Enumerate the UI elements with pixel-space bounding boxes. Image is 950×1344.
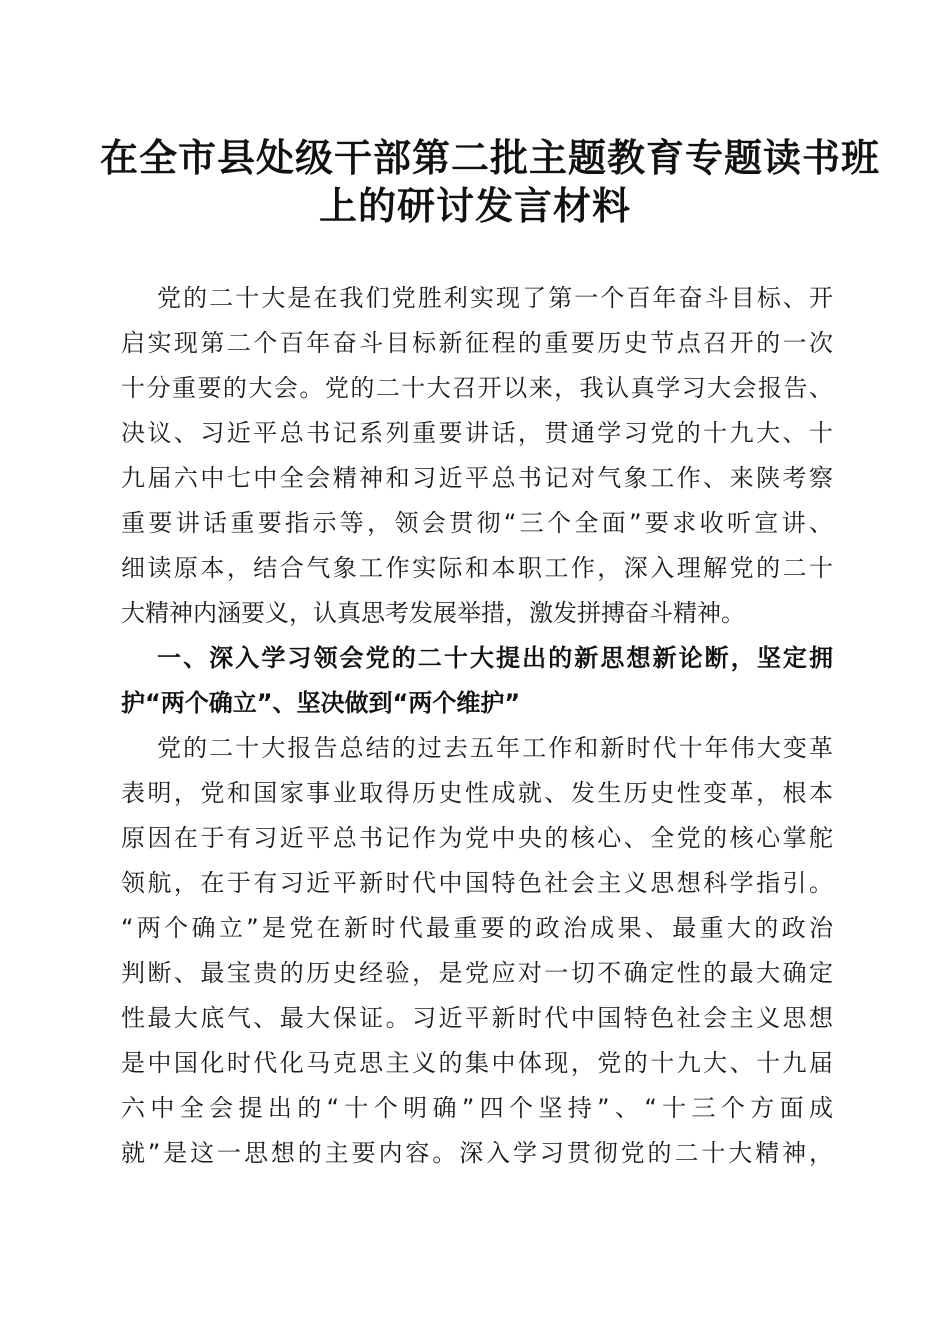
paragraph-1-line: 大精神内涵要义，认真思考发展举措，激发拼搏奋斗精神。 bbox=[121, 599, 745, 627]
paragraph-1-line: 细读原本，结合气象工作实际和本职工作，深入理解党的二十 bbox=[121, 554, 833, 582]
paragraph-2-line: 表明，党和国家事业取得历史性成就、发生历史性变革，根本 bbox=[121, 779, 833, 807]
paragraph-2-line: “两个确立”是党在新时代最重要的政治成果、最重大的政治 bbox=[121, 914, 833, 942]
paragraph-2-line: 是中国化时代化马克思主义的集中体现，党的十九大、十九届 bbox=[121, 1049, 833, 1077]
paragraph-2-line: 领航，在于有习近平新时代中国特色社会主义思想科学指引。 bbox=[121, 869, 833, 897]
paragraph-2-line: 六中全会提出的“十个明确”四个坚持”、“十三个方面成 bbox=[121, 1094, 833, 1122]
paragraph-1-line: 九届六中七中全会精神和习近平总书记对气象工作、来陕考察 bbox=[121, 464, 833, 492]
document-title-line-1: 在全市县处级干部第二批主题教育专题读书班 bbox=[100, 135, 881, 180]
paragraph-1-line: 重要讲话重要指示等，领会贯彻“三个全面”要求收听宣讲、 bbox=[121, 509, 833, 537]
section-heading-line: 护“两个确立”、坚决做到“两个维护” bbox=[121, 689, 521, 717]
paragraph-2-line: 性最大底气、最大保证。习近平新时代中国特色社会主义思想 bbox=[121, 1004, 833, 1032]
paragraph-2-line: 党的二十大报告总结的过去五年工作和新时代十年伟大变革 bbox=[157, 734, 833, 762]
paragraph-1-line: 十分重要的大会。党的二十大召开以来，我认真学习大会报告、 bbox=[121, 374, 833, 402]
paragraph-1-line: 启实现第二个百年奋斗目标新征程的重要历史节点召开的一次 bbox=[121, 329, 833, 357]
paragraph-2-line: 判断、最宝贵的历史经验，是党应对一切不确定性的最大确定 bbox=[121, 959, 833, 987]
paragraph-2-line: 就”是这一思想的主要内容。深入学习贯彻党的二十大精神， bbox=[121, 1139, 833, 1167]
paragraph-2-line: 原因在于有习近平总书记作为党中央的核心、全党的核心掌舵 bbox=[121, 824, 833, 852]
document-title-line-2: 上的研讨发言材料 bbox=[318, 183, 631, 228]
section-heading-line: 一、深入学习领会党的二十大提出的新思想新论断，坚定拥 bbox=[157, 644, 833, 672]
paragraph-1-line: 决议、习近平总书记系列重要讲话，贯通学习党的十九大、十 bbox=[121, 419, 833, 447]
paragraph-1-line: 党的二十大是在我们党胜利实现了第一个百年奋斗目标、开 bbox=[157, 284, 833, 312]
